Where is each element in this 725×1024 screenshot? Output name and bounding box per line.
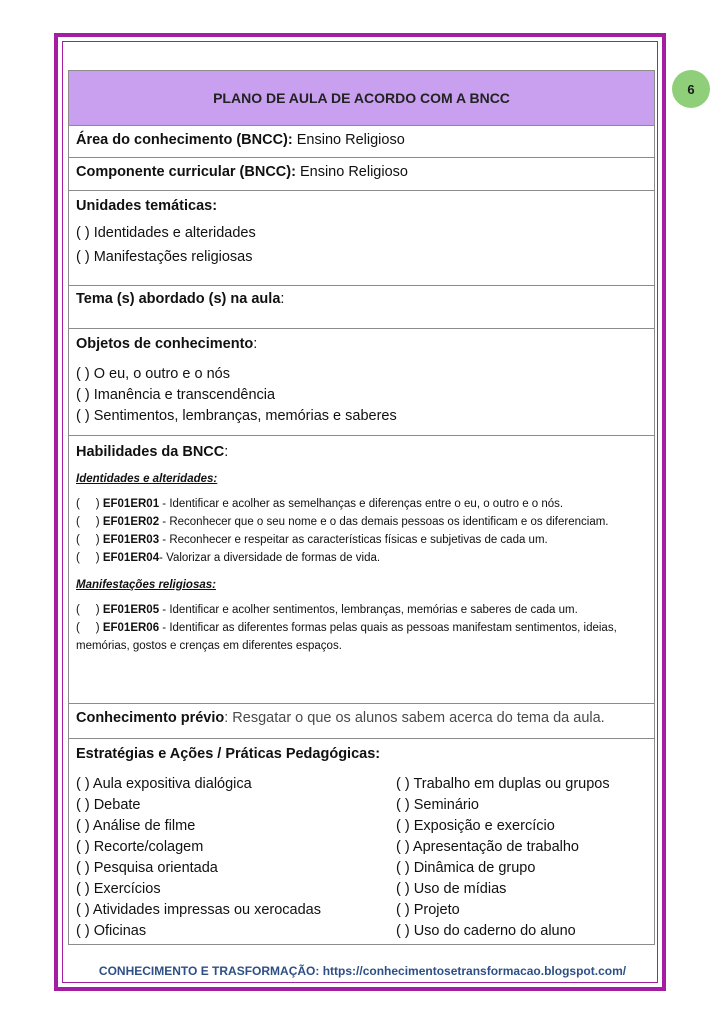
habilidades-suffix: : — [224, 444, 229, 460]
tema-row — [69, 285, 654, 328]
componente-value: Ensino Religioso — [295, 164, 408, 180]
estrategias-label: Estratégias e Ações / Práticas Pedagógicas: — [76, 746, 381, 762]
habilidade-item: ( ) EF01ER02 - Reconhecer que o seu nome e o das demais pessoas os identificam e os diferenciam. — [76, 516, 609, 528]
area-label: Área do conhecimento (BNCC): — [76, 132, 293, 148]
habilidade-item: ( ) EF01ER03 - Reconhecer e respeitar as características físicas e subjetivas de cada um. — [76, 534, 548, 546]
componente-label: Componente curricular (BNCC): — [76, 164, 296, 180]
objetos-item: ( ) O eu, o outro e o nós — [76, 366, 230, 382]
page-number-badge: 6 — [672, 70, 710, 108]
previo-label: Conhecimento prévio — [76, 710, 225, 726]
estrategia-item: ( ) Oficinas — [76, 923, 147, 939]
estrategias-row — [69, 738, 654, 944]
unidades-label: Unidades temáticas: — [76, 198, 218, 214]
estrategia-item: ( ) Apresentação de trabalho — [396, 839, 579, 855]
estrategia-item: ( ) Debate — [76, 797, 141, 813]
componente-row — [69, 157, 654, 190]
habilidade-item: ( ) EF01ER06 - Identificar as diferentes formas pelas quais as pessoas manifestam sentimentos, ideias, memórias, gostos e crenças em diferentes espaços. — [76, 622, 617, 652]
estrategia-item: ( ) Pesquisa orientada — [76, 860, 218, 876]
habilidade-item: ( ) EF01ER04- Valorizar a diversidade de formas de vida. — [76, 552, 381, 564]
previo-row — [69, 703, 654, 738]
habilidades-row — [69, 435, 654, 703]
area-row — [69, 125, 654, 157]
estrategia-item: ( ) Análise de filme — [76, 818, 196, 834]
estrategia-item: ( ) Projeto — [396, 902, 460, 918]
objetos-label: Objetos de conhecimento — [76, 336, 254, 352]
unidades-row — [69, 190, 654, 285]
area-value: Ensino Religioso — [292, 132, 405, 148]
estrategia-item: ( ) Exposição e exercício — [396, 818, 555, 834]
footer-link-text: CONHECIMENTO E TRASFORMAÇÃO: https://conhecimentosetransformacao.blogspot.com/ — [98, 964, 627, 978]
tema-suffix: : — [280, 291, 285, 307]
estrategia-item: ( ) Aula expositiva dialógica — [76, 776, 252, 792]
habilidades-group-title: Identidades e alteridades: — [76, 473, 218, 485]
tema-label: Tema (s) abordado (s) na aula — [76, 291, 281, 307]
estrategia-item: ( ) Exercícios — [76, 881, 161, 897]
objetos-item: ( ) Sentimentos, lembranças, memórias e saberes — [76, 408, 397, 424]
habilidade-item: ( ) EF01ER01 - Identificar e acolher as semelhanças e diferenças entre o eu, o outro e o nós. — [76, 498, 564, 510]
objetos-row — [69, 328, 654, 435]
habilidade-item: ( ) EF01ER05 - Identificar e acolher sentimentos, lembranças, memórias e saberes de cada um. — [76, 604, 578, 616]
table-title: PLANO DE AULA DE ACORDO COM A BNCC — [69, 71, 654, 125]
previo-value: : Resgatar o que os alunos sabem acerca do tema da aula. — [224, 710, 605, 726]
estrategias-left-column — [76, 774, 396, 942]
estrategia-item: ( ) Uso do caderno do aluno — [396, 923, 576, 939]
habilidades-group-title: Manifestações religiosas: — [76, 579, 216, 591]
estrategias-right-column — [396, 774, 610, 942]
estrategia-item: ( ) Recorte/colagem — [76, 839, 204, 855]
estrategia-item: ( ) Uso de mídias — [396, 881, 507, 897]
estrategia-item: ( ) Dinâmica de grupo — [396, 860, 536, 876]
unidades-item: ( ) Manifestações religiosas — [76, 249, 253, 265]
lesson-plan-table — [68, 70, 655, 945]
estrategia-item: ( ) Seminário — [396, 797, 479, 813]
estrategia-item: ( ) Atividades impressas ou xerocadas — [76, 902, 321, 918]
estrategia-item: ( ) Trabalho em duplas ou grupos — [396, 776, 610, 792]
objetos-suffix: : — [253, 336, 258, 352]
habilidades-label: Habilidades da BNCC — [76, 444, 225, 460]
objetos-item: ( ) Imanência e transcendência — [76, 387, 276, 403]
unidades-item: ( ) Identidades e alteridades — [76, 225, 256, 241]
